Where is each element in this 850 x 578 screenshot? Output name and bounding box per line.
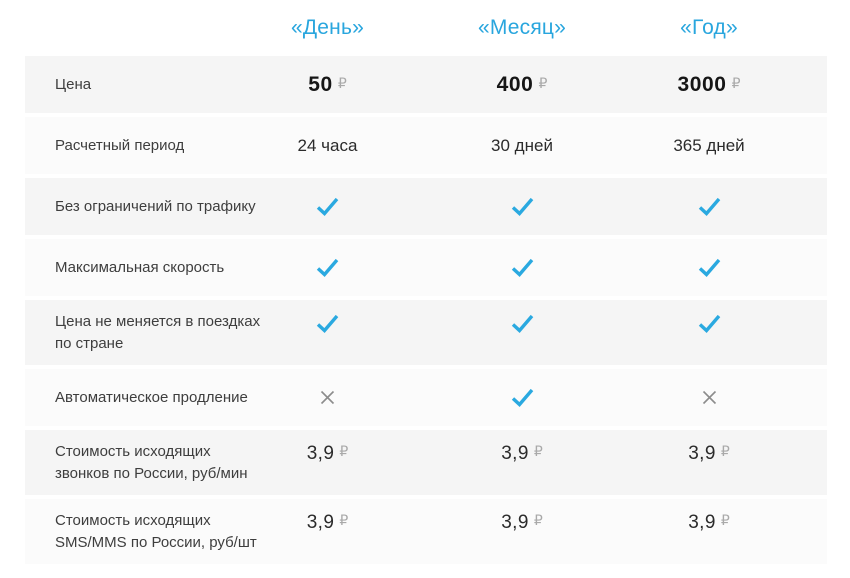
- check-icon: [511, 388, 534, 407]
- value-cell: [654, 73, 764, 97]
- ruble-sign: ₽: [533, 511, 543, 528]
- table-row-traffic: [25, 178, 827, 235]
- column-header-day: «День»: [291, 16, 364, 39]
- row-label: Автоматическое продление: [55, 388, 248, 406]
- ruble-sign: ₽: [533, 442, 543, 459]
- ruble-sign: ₽: [538, 74, 548, 91]
- check-icon: [316, 314, 339, 333]
- value-cell: [390, 136, 654, 156]
- value-cell: [654, 197, 764, 216]
- check-icon: [698, 258, 721, 277]
- value-cell: [265, 136, 390, 156]
- value-cell: [265, 389, 390, 407]
- value-cell: [654, 258, 764, 277]
- value-cell: [265, 512, 390, 534]
- value-cell: [654, 512, 764, 534]
- value-cell: [654, 389, 764, 407]
- value-cell: [265, 73, 390, 97]
- price-value: 3,9: [688, 442, 716, 464]
- ruble-sign: ₽: [720, 442, 730, 459]
- column-header-year: «Год»: [680, 16, 738, 39]
- price-value: 400: [496, 72, 534, 96]
- value-cell: [390, 388, 654, 407]
- ruble-sign: ₽: [339, 442, 349, 459]
- value-cell: [654, 314, 764, 333]
- price-value: 3,9: [688, 511, 716, 533]
- table-row-speed: [25, 239, 827, 296]
- value-cell: [265, 258, 390, 277]
- value-cell: [390, 73, 654, 97]
- table-row-call-cost: [25, 430, 827, 495]
- cross-icon: [702, 390, 717, 405]
- value-cell: [654, 136, 764, 156]
- check-icon: [698, 314, 721, 333]
- price-value: 3000: [677, 72, 727, 96]
- table-row-roaming-price: [25, 300, 827, 365]
- price-value: 50: [308, 72, 333, 96]
- table-row-price: [25, 56, 827, 113]
- value-cell: [390, 258, 654, 277]
- cross-icon: [320, 390, 335, 405]
- value-cell: [265, 314, 390, 333]
- row-label: Цена: [55, 75, 92, 93]
- check-icon: [316, 258, 339, 277]
- value-cell: [390, 512, 654, 534]
- row-label: Стоимость исходящих звонков по России, руб/мин: [55, 442, 248, 482]
- price-value: 3,9: [306, 511, 335, 533]
- ruble-sign: ₽: [731, 74, 741, 91]
- price-value: 3,9: [501, 511, 529, 533]
- column-header-month: «Месяц»: [477, 16, 567, 39]
- row-label: Стоимость исходящих SMS/MMS по России, руб/шт: [55, 511, 257, 551]
- column-headers: [25, 0, 827, 56]
- check-icon: [511, 314, 534, 333]
- ruble-sign: ₽: [339, 511, 349, 528]
- value-cell: [265, 443, 390, 465]
- row-label: Максимальная скорость: [55, 258, 225, 276]
- period-value: 365 дней: [673, 135, 745, 155]
- value-cell: [390, 197, 654, 216]
- check-icon: [698, 197, 721, 216]
- value-cell: [654, 443, 764, 465]
- row-label: Цена не меняется в поездках по стране: [55, 312, 261, 352]
- table-row-sms-cost: [25, 499, 827, 564]
- period-value: 24 часа: [297, 135, 358, 155]
- table-row-autorenew: [25, 369, 827, 426]
- value-cell: [390, 443, 654, 465]
- value-cell: [390, 314, 654, 333]
- row-label: Расчетный период: [55, 136, 185, 154]
- value-cell: [265, 197, 390, 216]
- period-value: 30 дней: [491, 135, 553, 155]
- check-icon: [316, 197, 339, 216]
- price-value: 3,9: [501, 442, 529, 464]
- ruble-sign: ₽: [720, 511, 730, 528]
- check-icon: [511, 197, 534, 216]
- check-icon: [511, 258, 534, 277]
- ruble-sign: ₽: [337, 74, 347, 91]
- table-row-period: [25, 117, 827, 174]
- row-label: Без ограничений по трафику: [55, 197, 256, 215]
- price-value: 3,9: [306, 442, 335, 464]
